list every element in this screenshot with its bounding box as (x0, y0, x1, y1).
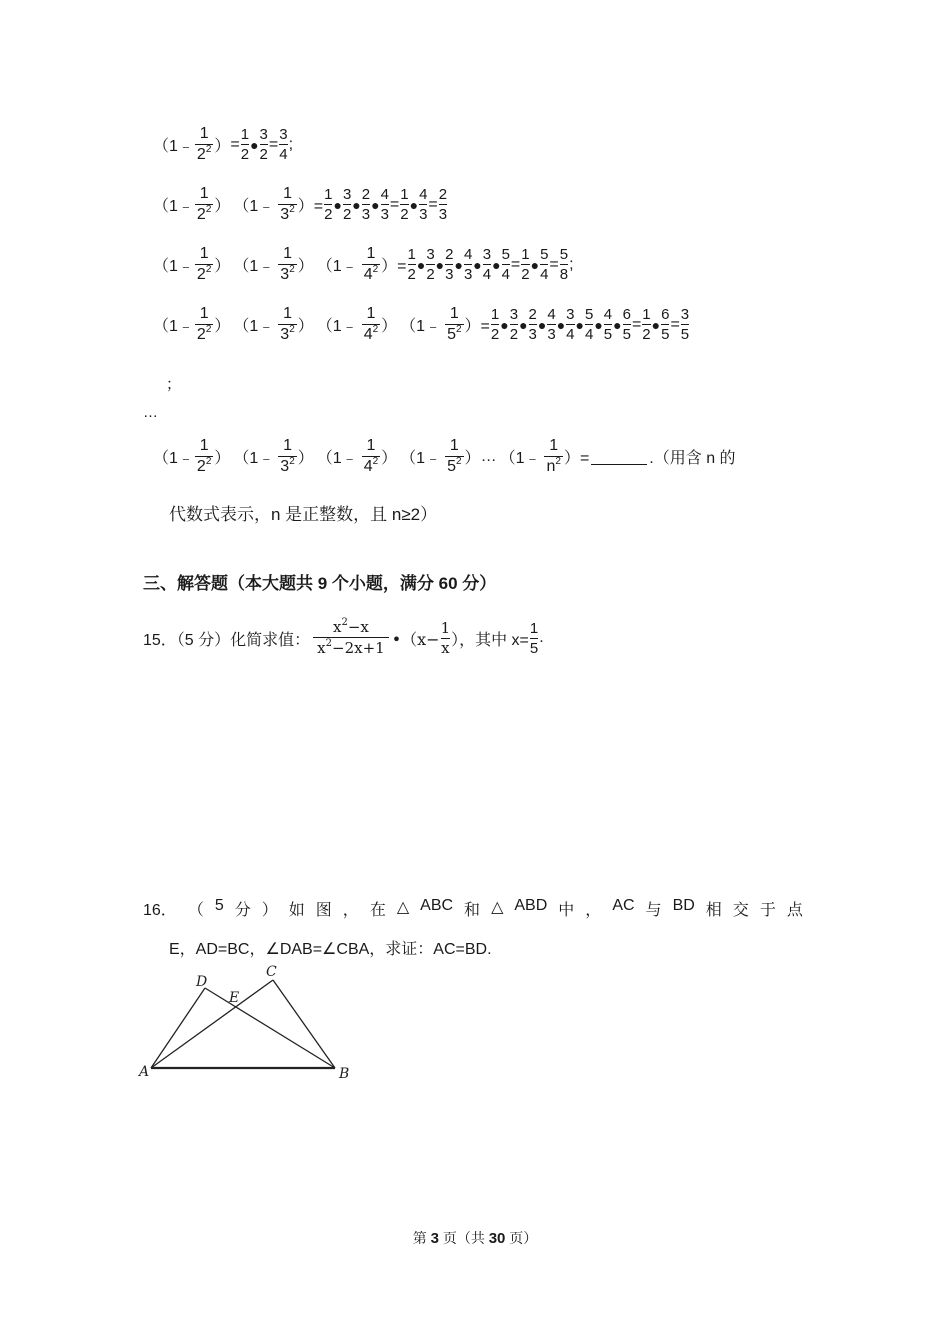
equals: ）= (563, 450, 590, 467)
q16-token: （ (187, 902, 204, 919)
q16-token: 交 (732, 902, 749, 919)
condition-text: ），其中 x= (451, 631, 529, 649)
fraction: 1 2 (642, 306, 651, 343)
fraction: 1 $4^2$ (363, 437, 379, 475)
question-16-line-2: E，AD=BC，∠DAB=∠CBA，求证：AC=BD. (169, 941, 492, 958)
section-heading: 三、解答题（本大题共 9 个小题，满分 60 分） (143, 574, 497, 593)
identity-line-3: （1﹣ 1 $2^2$ ） （1﹣ 1 $3^2$ ） （1﹣ 1 $4^2$ ）= $\frac{1}{2}$ ● 3 2 ● 2 3 ● 4 3 ● 3 4 ● 5 4 = 1 2 ● 5 4 = 5 8 ; (153, 245, 574, 283)
q16-token: 在 (369, 902, 386, 919)
question-16-line-1 (143, 897, 803, 920)
q16-token: △ (396, 899, 410, 916)
q16-token: 和 (464, 902, 481, 919)
answer-blank[interactable] (591, 448, 647, 465)
fraction: 1 $3^2$ (280, 437, 295, 475)
fraction: 1 $4^2$ (363, 245, 379, 283)
identity-line-4: （1﹣ 1 $2^2$ ） （1﹣ 1 $3^2$ ） （1﹣ 1 $4^2$ ） （1﹣ 1 $5^2$ ）= $\frac{1}{2}$ ● 3 2 ● 2 3 ● 4 3 ● 3 4 ● 5 4 ● 4 5 ● 6 5 = 1 2 ● 6 5 = 3 5 (153, 305, 690, 343)
point-label-b: B (339, 1066, 350, 1082)
period: . (539, 629, 544, 646)
q16-token: 与 (645, 902, 662, 919)
ellipsis: … (480, 447, 497, 465)
operator-text: •（x− (391, 629, 440, 649)
fraction: 1 $2^2$ (196, 437, 212, 475)
page-footer: 第 3 页（共 30 页） (412, 1230, 538, 1247)
q16-token: 分 (234, 902, 251, 919)
fraction: 6 5 (622, 306, 631, 343)
fraction: 1 $2^2$ (196, 245, 212, 283)
point-label-e: E (229, 990, 240, 1006)
semicolon-line: ； (166, 376, 182, 393)
fraction: 3 2 (342, 186, 352, 223)
expression-fraction: $x^2-x$ $x^2-2x+1$ (313, 620, 389, 656)
fraction: 5 4 (501, 246, 510, 283)
question-15 (143, 617, 544, 657)
segment-ac (151, 980, 273, 1068)
fraction: 1 $n^2$ (546, 437, 561, 475)
paren-close: ） (214, 138, 231, 155)
q16-token: ） (261, 902, 278, 919)
general-identity-line: （1﹣ 1 $2^2$ ） （1﹣ 1 $3^2$ ） （1﹣ 1 $4^2$ ） （1﹣ 1 $5^2$ ） … （1﹣ 1 $n^2$ ）= .（用含 n 的 (153, 437, 736, 475)
fraction: 2 3 (528, 306, 537, 343)
fraction: $\frac{1}{2}$ (324, 186, 333, 223)
fraction: 4 5 (603, 306, 613, 343)
q16-token: △ (491, 899, 504, 916)
fraction: 1 $2^2$ (196, 305, 212, 343)
fraction: $\frac{1}{2}$ (240, 126, 250, 163)
q16-token: AC (612, 897, 635, 914)
q16-token: 中 (558, 902, 575, 919)
point-label-d: D (196, 974, 208, 990)
fraction: 5 4 (584, 306, 594, 343)
fraction: $\frac{1}{x}$ (440, 618, 451, 657)
q16-token: 于 (759, 902, 776, 919)
instruction-text: .（用含 n 的 (649, 450, 736, 467)
question-label: 15．（5 分）化简求值： (143, 631, 311, 649)
q16-token: 如 (288, 902, 305, 919)
fraction: $\frac{1}{5}$ (529, 619, 539, 657)
fraction: 1 $4^2$ (363, 305, 379, 343)
fraction: 2 3 (445, 246, 454, 283)
fraction: 1 $3^2$ (280, 185, 295, 223)
fraction: 1 2 (400, 186, 409, 223)
paren-open: （1﹣ (153, 138, 194, 155)
q16-token: 16． (143, 902, 177, 919)
q16-token: ， (342, 902, 359, 919)
fraction: 6 5 (661, 306, 670, 343)
semicolon: ; (569, 255, 574, 273)
fraction: 5 8 (559, 246, 569, 283)
fraction: 3 2 (259, 126, 268, 163)
q16-token: 图 (315, 902, 332, 919)
fraction: 1 $3^2$ (280, 305, 295, 343)
q16-token: 点 (786, 902, 803, 919)
fraction: 3 4 (482, 246, 492, 283)
fraction: 3 5 (680, 306, 690, 343)
fraction: 2 3 (438, 186, 448, 223)
fraction: 4 3 (463, 246, 473, 283)
q16-token: ABC (420, 897, 454, 914)
fraction: 3 2 (509, 306, 519, 343)
point-label-c: C (266, 964, 277, 980)
q16-token: 相 (705, 902, 722, 919)
fraction: 3 4 (566, 306, 575, 343)
ellipsis-line: … (143, 404, 158, 421)
instruction-continued: 代数式表示，n 是正整数，且 n≥2） (169, 505, 438, 524)
identity-line-2: （1﹣ 1 $2^2$ ） （1﹣ 1 $3^2$ ）= $\frac{1}{2}$ ● 3 2 ● 2 3 ● 4 3 = 1 2 ● 4 3 = 2 3 (153, 185, 448, 223)
triangle-figure (135, 962, 365, 1090)
fraction: 1 $3^2$ (280, 245, 295, 283)
equals: = (230, 135, 240, 153)
fraction: 4 3 (380, 186, 389, 223)
fraction: 1 2 (521, 246, 530, 283)
fraction: 1 $2^2$ (196, 185, 212, 223)
segment-cb (273, 980, 335, 1068)
segment-ad (151, 988, 205, 1068)
page-total: 30 (488, 1230, 506, 1247)
q16-token: 5 (214, 897, 224, 914)
fraction: 5 4 (540, 246, 549, 283)
fraction: 3 4 (279, 126, 288, 163)
fraction: 4 3 (419, 186, 428, 223)
fraction: $\frac{1}{2}$ (490, 306, 500, 343)
fraction: 4 3 (547, 306, 556, 343)
point-label-a: A (139, 1064, 150, 1080)
segment-db (205, 988, 335, 1068)
fraction: 3 2 (426, 246, 435, 283)
fraction: 1 $5^2$ (447, 305, 462, 343)
fraction: 2 3 (361, 186, 371, 223)
semicolon: ; (288, 135, 294, 153)
page-number: 3 (430, 1230, 439, 1247)
q16-token: ， (585, 902, 602, 919)
identity-line-1: （1﹣ 1 $2^2$ ） = $\frac{1}{2}$ ● 3 2 = 3 4 ; (153, 125, 294, 163)
fraction: 1 $5^2$ (447, 437, 462, 475)
q16-token: BD (672, 897, 695, 914)
q16-token: ABD (514, 897, 548, 914)
fraction: $\frac{1}{2}$ (407, 246, 416, 283)
fraction: 1 $2^2$ (196, 125, 212, 163)
